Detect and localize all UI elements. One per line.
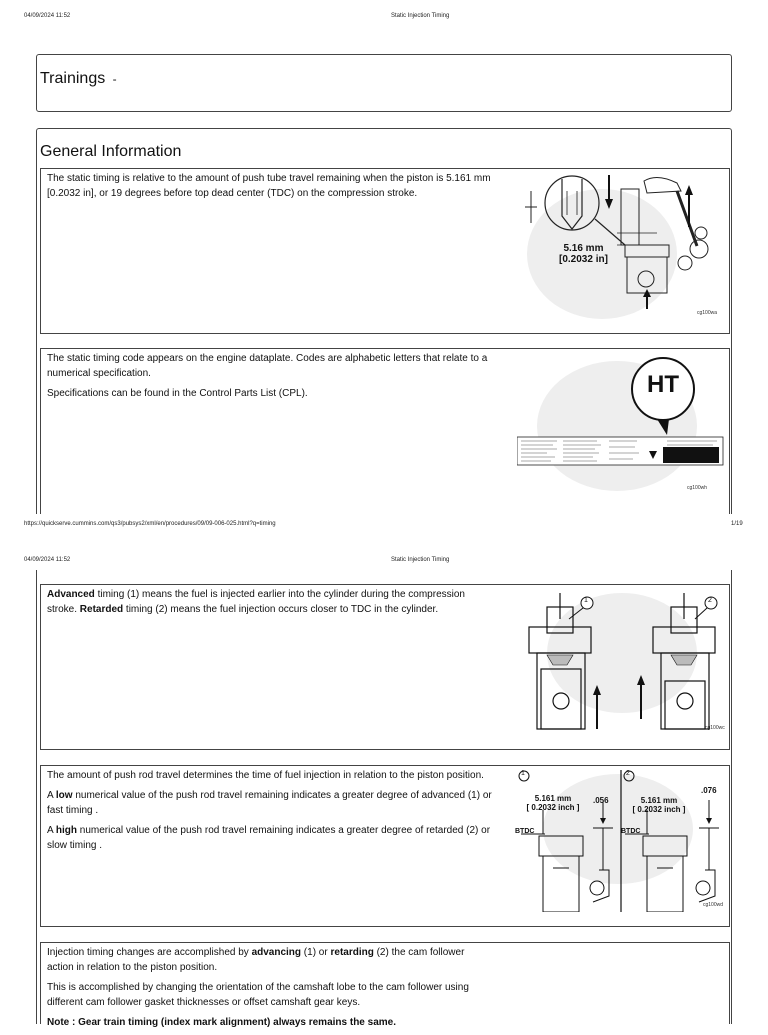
dimension-in: [0.2032 in] <box>559 254 608 265</box>
dataplate-diagram <box>517 351 727 497</box>
dataplate-figure <box>517 351 727 497</box>
advanced-retarded-figure <box>517 589 727 733</box>
paragraph: The static timing code appears on the engine dataplate. Codes are alphabetic letters that relate to a numerical specification. <box>47 353 488 379</box>
page-footer-url[interactable]: https://quickserve.cummins.com/qs3/pubsys2/xml/en/procedures/09/09-006-025.html?q=timing <box>24 521 276 527</box>
text-run: A <box>47 790 56 801</box>
low-term: low <box>55 790 73 801</box>
paragraph <box>47 945 493 975</box>
collapse-icon: - <box>112 72 117 86</box>
injector-piston-diagram <box>517 589 727 733</box>
paragraph <box>47 823 493 853</box>
text-run: (1) or <box>301 947 331 958</box>
figure-callout-2: 2 <box>626 770 630 777</box>
paragraph: The amount of push rod travel determines the time of fuel injection in relation to the piston position. <box>47 770 484 781</box>
paragraph: Specifications can be found in the Control Parts List (CPL). <box>47 388 308 399</box>
trainings-panel <box>36 54 732 112</box>
dimension-mm: 5.16 mm <box>563 243 604 254</box>
text-run: timing (1) means the fuel is injected earlier into the cylinder during the compression stroke. <box>47 589 465 615</box>
info-block-timing-changes <box>40 942 730 1028</box>
figure-callout-1: 1 <box>521 770 525 777</box>
trainings-label: Trainings <box>40 70 106 87</box>
high-term: high <box>55 825 78 836</box>
section-heading: General Information <box>40 143 182 160</box>
block-text <box>47 587 493 617</box>
block-text <box>47 768 493 858</box>
text-run: A <box>47 825 56 836</box>
callout-2: 2 <box>708 597 712 604</box>
text-run: (2) the cam follower action in relation to the piston position. <box>47 947 465 973</box>
dimension-mm: 5.161 mm <box>534 794 572 803</box>
figure-code: cg100wh <box>687 485 708 491</box>
retarding-term: retarding <box>330 947 374 958</box>
dimension-mm: 5.161 mm <box>640 796 678 805</box>
push-rod-travel-figure <box>513 770 727 912</box>
travel-dimension-label <box>559 243 608 265</box>
note: Note : Gear train timing (index mark alignment) always remains the same. <box>47 1017 396 1028</box>
push-rod-comparison-diagram <box>513 770 727 912</box>
figure-code: cg100wd <box>703 902 724 908</box>
dimension-in: [ 0.2032 inch ] <box>632 805 686 814</box>
retarded-term: Retarded <box>79 604 124 615</box>
travel-value-1: .056 <box>593 796 609 805</box>
panel-border-left <box>36 570 37 1024</box>
info-block-push-rod-travel <box>40 765 730 927</box>
panel-border-right <box>731 570 732 1024</box>
info-block-advanced-retarded <box>40 584 730 750</box>
page-header-title: Static Injection Timing <box>391 557 450 563</box>
info-block-push-tube-travel <box>40 168 730 334</box>
dimension-label-1 <box>521 794 585 812</box>
text-run: numerical value of the push rod travel remaining indicates a greater degree of retarded (2) or slow timing . <box>47 825 491 851</box>
page-number: 1/19 <box>731 521 743 527</box>
btdc-label-2: BTDC <box>621 828 641 835</box>
page-header-datetime: 04/09/2024 11:52 <box>24 13 71 19</box>
push-tube-travel-figure <box>517 171 727 319</box>
dimension-label-2 <box>627 796 691 814</box>
trainings-toggle[interactable] <box>40 70 117 88</box>
figure-code: cg100wa <box>697 310 718 316</box>
text-run: timing (2) means the fuel injection occurs closer to TDC in the cylinder. <box>123 604 439 615</box>
block-text <box>47 945 493 1035</box>
timing-code-badge: HT <box>647 371 679 398</box>
advanced-term: Advanced <box>47 589 95 600</box>
btdc-label-1: BTDC <box>515 828 535 835</box>
travel-value-2: .076 <box>701 786 717 795</box>
advancing-term: advancing <box>251 947 302 958</box>
figure-code: cg100wc <box>705 725 725 731</box>
page-header-title: Static Injection Timing <box>391 13 450 19</box>
page-header-datetime: 04/09/2024 11:52 <box>24 557 71 563</box>
paragraph <box>47 788 493 818</box>
callout-1: 1 <box>584 597 588 604</box>
info-block-dataplate-code <box>40 348 730 514</box>
text-run: Injection timing changes are accomplished by <box>47 947 252 958</box>
text-run: numerical value of the push rod travel remaining indicates a greater degree of advanced (1) or fast timing . <box>47 790 492 816</box>
block-text <box>47 351 493 406</box>
block-text: The static timing is relative to the amount of push tube travel remaining when the piston is 5.161 mm [0.2032 in], or 19 degrees before top dead center (TDC) on the compression stroke. <box>47 173 491 199</box>
paragraph: This is accomplished by changing the orientation of the camshaft lobe to the cam follower using different cam follower gasket thicknesses or offset camshaft gear keys. <box>47 982 469 1008</box>
push-tube-diagram <box>517 171 727 319</box>
dimension-in: [ 0.2032 inch ] <box>526 803 580 812</box>
